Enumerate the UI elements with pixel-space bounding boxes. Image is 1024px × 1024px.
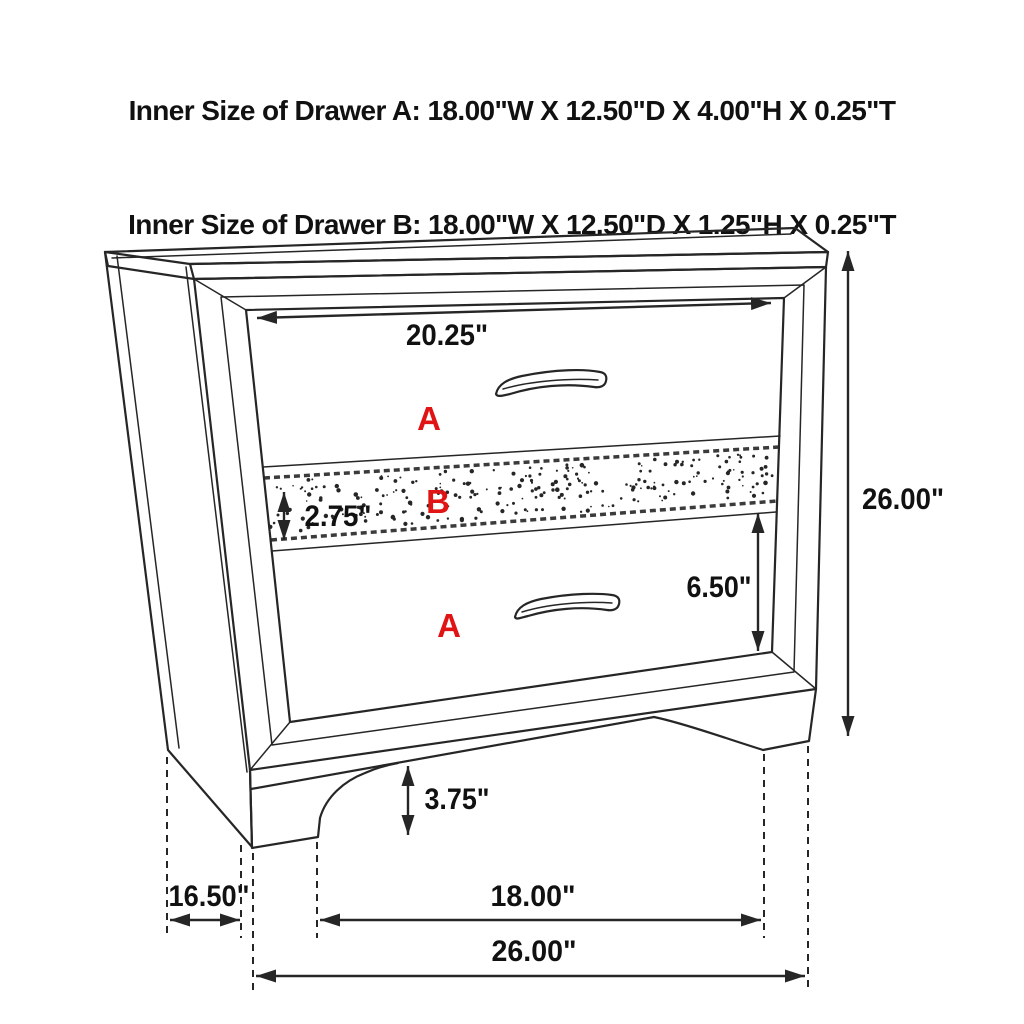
header-line-drawer-a: Inner Size of Drawer A: 18.00"W X 12.50"D X 4.00"H X 0.25"T — [128, 95, 896, 126]
cabinet-top — [105, 228, 828, 279]
dim-label-feet-span: 18.00" — [490, 880, 576, 913]
right-foot — [654, 689, 816, 750]
dim-label-drawer-a-height: 6.50" — [686, 571, 752, 604]
drawer-a-top-handle — [496, 370, 606, 396]
header-line-drawer-b: Inner Size of Drawer B: 18.00"W X 12.50"D X 1.25"H X 0.25"T — [128, 209, 896, 240]
dim-label-overall-height: 26.00" — [862, 483, 944, 516]
drawer-b-label: B — [426, 483, 450, 520]
dim-label-foot-height: 3.75" — [424, 783, 490, 816]
base-and-feet — [250, 689, 816, 848]
dimension-lines — [170, 251, 848, 976]
dim-label-drawer-b-height: 2.75" — [304, 500, 372, 533]
dim-label-depth: 16.50" — [168, 880, 250, 913]
dim-line-inner-width — [257, 303, 771, 318]
dim-label-inner-width: 20.25" — [406, 319, 488, 352]
drawer-a-top-label: A — [417, 400, 441, 437]
drawer-a-bottom-handle — [515, 594, 619, 619]
glitter-band-drawer-b — [263, 436, 780, 551]
face-frame — [194, 267, 826, 770]
side-panel — [105, 252, 252, 847]
drawer-a-bottom-label: A — [437, 607, 461, 644]
dim-label-overall-width: 26.00" — [491, 935, 577, 968]
